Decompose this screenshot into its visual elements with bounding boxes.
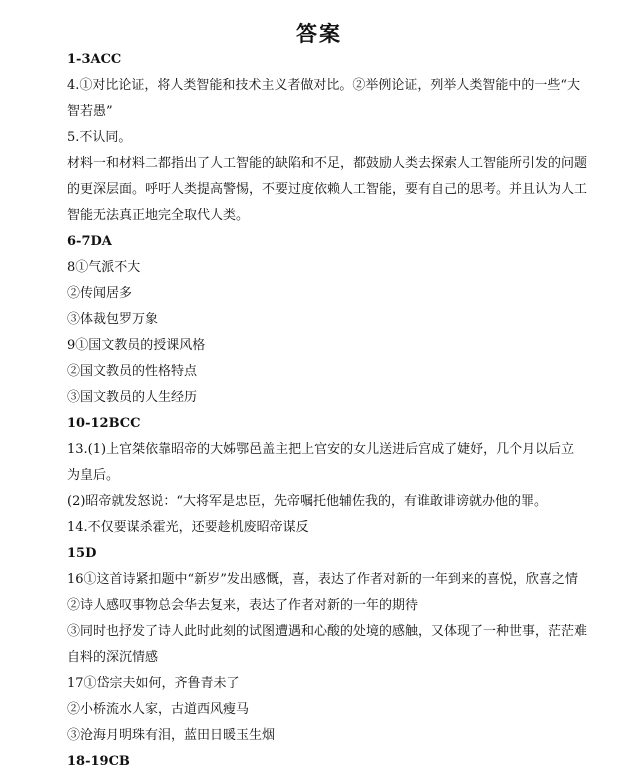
answer-line: ②小桥流水人家，古道西风瘦马 [67, 702, 250, 717]
answer-line: ②国文教员的性格特点 [67, 364, 198, 379]
answer-line: ③体裁包罗万象 [67, 312, 159, 327]
answer-line: 4.①对比论证，将人类智能和技术主义者做对比。②举例论证，列举人类智能中的一些“大 [67, 78, 581, 93]
page-title: 答案 [296, 22, 342, 46]
answer-line: 材料一和材料二都指出了人工智能的缺陷和不足，都鼓励人类去探索人工智能所引发的问题 [67, 156, 588, 171]
answer-line: 自料的深沉情感 [67, 650, 159, 665]
answer-content [67, 47, 587, 775]
answer-line: 9①国文教员的授课风格 [67, 338, 206, 353]
answer-line: 5.不认同。 [67, 130, 132, 145]
answer-line: ③国文教员的人生经历 [67, 390, 198, 405]
answer-line: 为皇后。 [67, 468, 120, 483]
answer-line: 15D [67, 546, 97, 561]
answer-line: 17①岱宗夫如何，齐鲁青未了 [67, 676, 240, 691]
answer-line: 14.不仅要谋杀霍光，还要趁机废昭帝谋反 [67, 520, 309, 535]
answer-line: 1-3ACC [67, 52, 122, 67]
answer-line: 的更深层面。呼吁人类提高警惕，不要过度依赖人工智能，要有自己的思考。并且认为人工 [67, 182, 588, 197]
answer-line: 8①气派不大 [67, 260, 141, 275]
answer-line: 智若愚” [67, 104, 113, 119]
answer-line: (2)昭帝就发怒说：“大将军是忠臣，先帝嘱托他辅佐我的，有谁敢诽谤就办他的罪。 [67, 494, 548, 509]
answer-line: 16①这首诗紧扣题中“新岁”发出感慨，喜，表达了作者对新的一年到来的喜悦，欣喜之情 [67, 572, 578, 587]
answer-line: 6-7DA [67, 234, 112, 249]
answer-line: ②诗人感叹事物总会华去复来，表达了作者对新的一年的期待 [67, 598, 419, 613]
answer-line: ②传闻居多 [67, 286, 133, 301]
answer-line: 13.(1)上官桀依靠昭帝的大姊鄂邑盖主把上官安的女儿送进后宫成了婕妤，几个月以后立 [67, 442, 575, 457]
answer-line: 18-19CB [67, 754, 130, 769]
answer-line: ③沧海月明珠有泪，蓝田日暖玉生烟 [67, 728, 276, 743]
answer-line: 智能无法真正地完全取代人类。 [67, 208, 250, 223]
answer-line: 10-12BCC [67, 416, 141, 431]
answer-line: ③同时也抒发了诗人此时此刻的试图遭遇和心酸的处境的感触，又体现了一种世事，茫茫难 [67, 624, 588, 639]
